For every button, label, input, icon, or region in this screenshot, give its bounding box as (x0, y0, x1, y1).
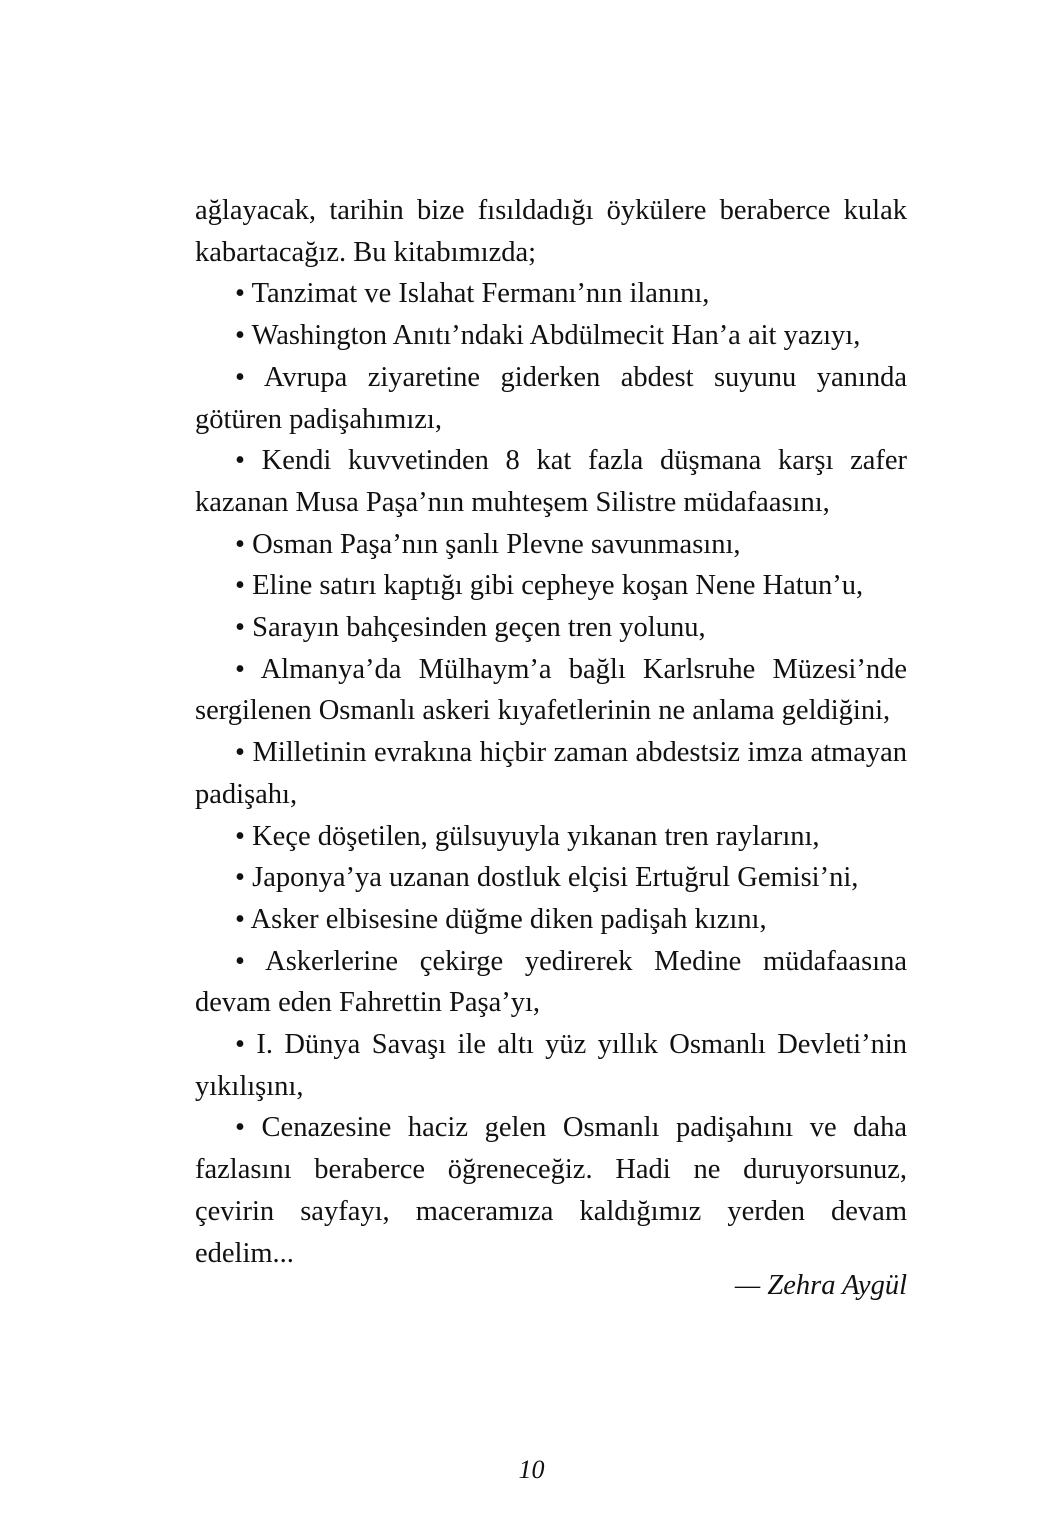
list-item: • Eline satırı kaptığı gibi cepheye koşan Nene Hatun’u, (235, 570, 864, 602)
list-item: • Sarayın bahçesinden geçen tren yolunu, (235, 612, 706, 644)
list-item: • I. Dünya Savaşı ile altı yüz yıllık Osmanlı Devleti’nin yıkılışını, (195, 1029, 907, 1102)
list-item: • Washington Anıtı’ndaki Abdülmecit Han’a ait yazıyı, (235, 320, 861, 352)
intro-paragraph: ağlayacak, tarihin bize fısıldadığı öykülere beraberce kulak kabartacağız. Bu kitabımızda; (195, 195, 907, 268)
list-item: • Osman Paşa’nın şanlı Plevne savunmasını, (235, 528, 741, 560)
list-item: • Kendi kuvvetinden 8 kat fazla düşmana karşı zafer kazanan Musa Paşa’nın muhteşem Silistre müdafaasını, (195, 445, 907, 518)
list-item: • Almanya’da Mülhaym’a bağlı Karlsruhe Müzesi’nde sergilenen Osmanlı askeri kıyafetlerinin ne anlama geldiğini, (195, 653, 907, 727)
list-item: • Japonya’ya uzanan dostluk elçisi Ertuğrul Gemisi’ni, (235, 862, 859, 894)
list-item: • Milletinin evrakına hiçbir zaman abdestsiz imza atmayan padişahı, (195, 737, 907, 810)
body-text (195, 190, 907, 1274)
author-signature: — Zehra Aygül (734, 1270, 907, 1301)
list-item: • Askerlerine çekirge yedirerek Medine müdafaasına devam eden Fahrettin Paşa’yı, (195, 945, 907, 1019)
list-item: • Keçe döşetilen, gülsuyuyla yıkanan tren raylarını, (235, 820, 820, 852)
page-number: 10 (518, 1455, 545, 1484)
list-item: • Avrupa ziyaretine giderken abdest suyunu yanında götüren padişahımızı, (195, 361, 907, 435)
list-item: • Tanzimat ve Islahat Fermanı’nın ilanını, (235, 278, 710, 310)
list-item: • Cenazesine haciz gelen Osmanlı padişahını ve daha fazlasını beraberce öğreneceğiz. Hadi ne duruyorsunuz, çevirin sayfayı, maceramıza kaldığımız yerden devam edelim... (195, 1112, 907, 1269)
list-item: • Asker elbisesine düğme diken padişah kızını, (235, 903, 767, 935)
